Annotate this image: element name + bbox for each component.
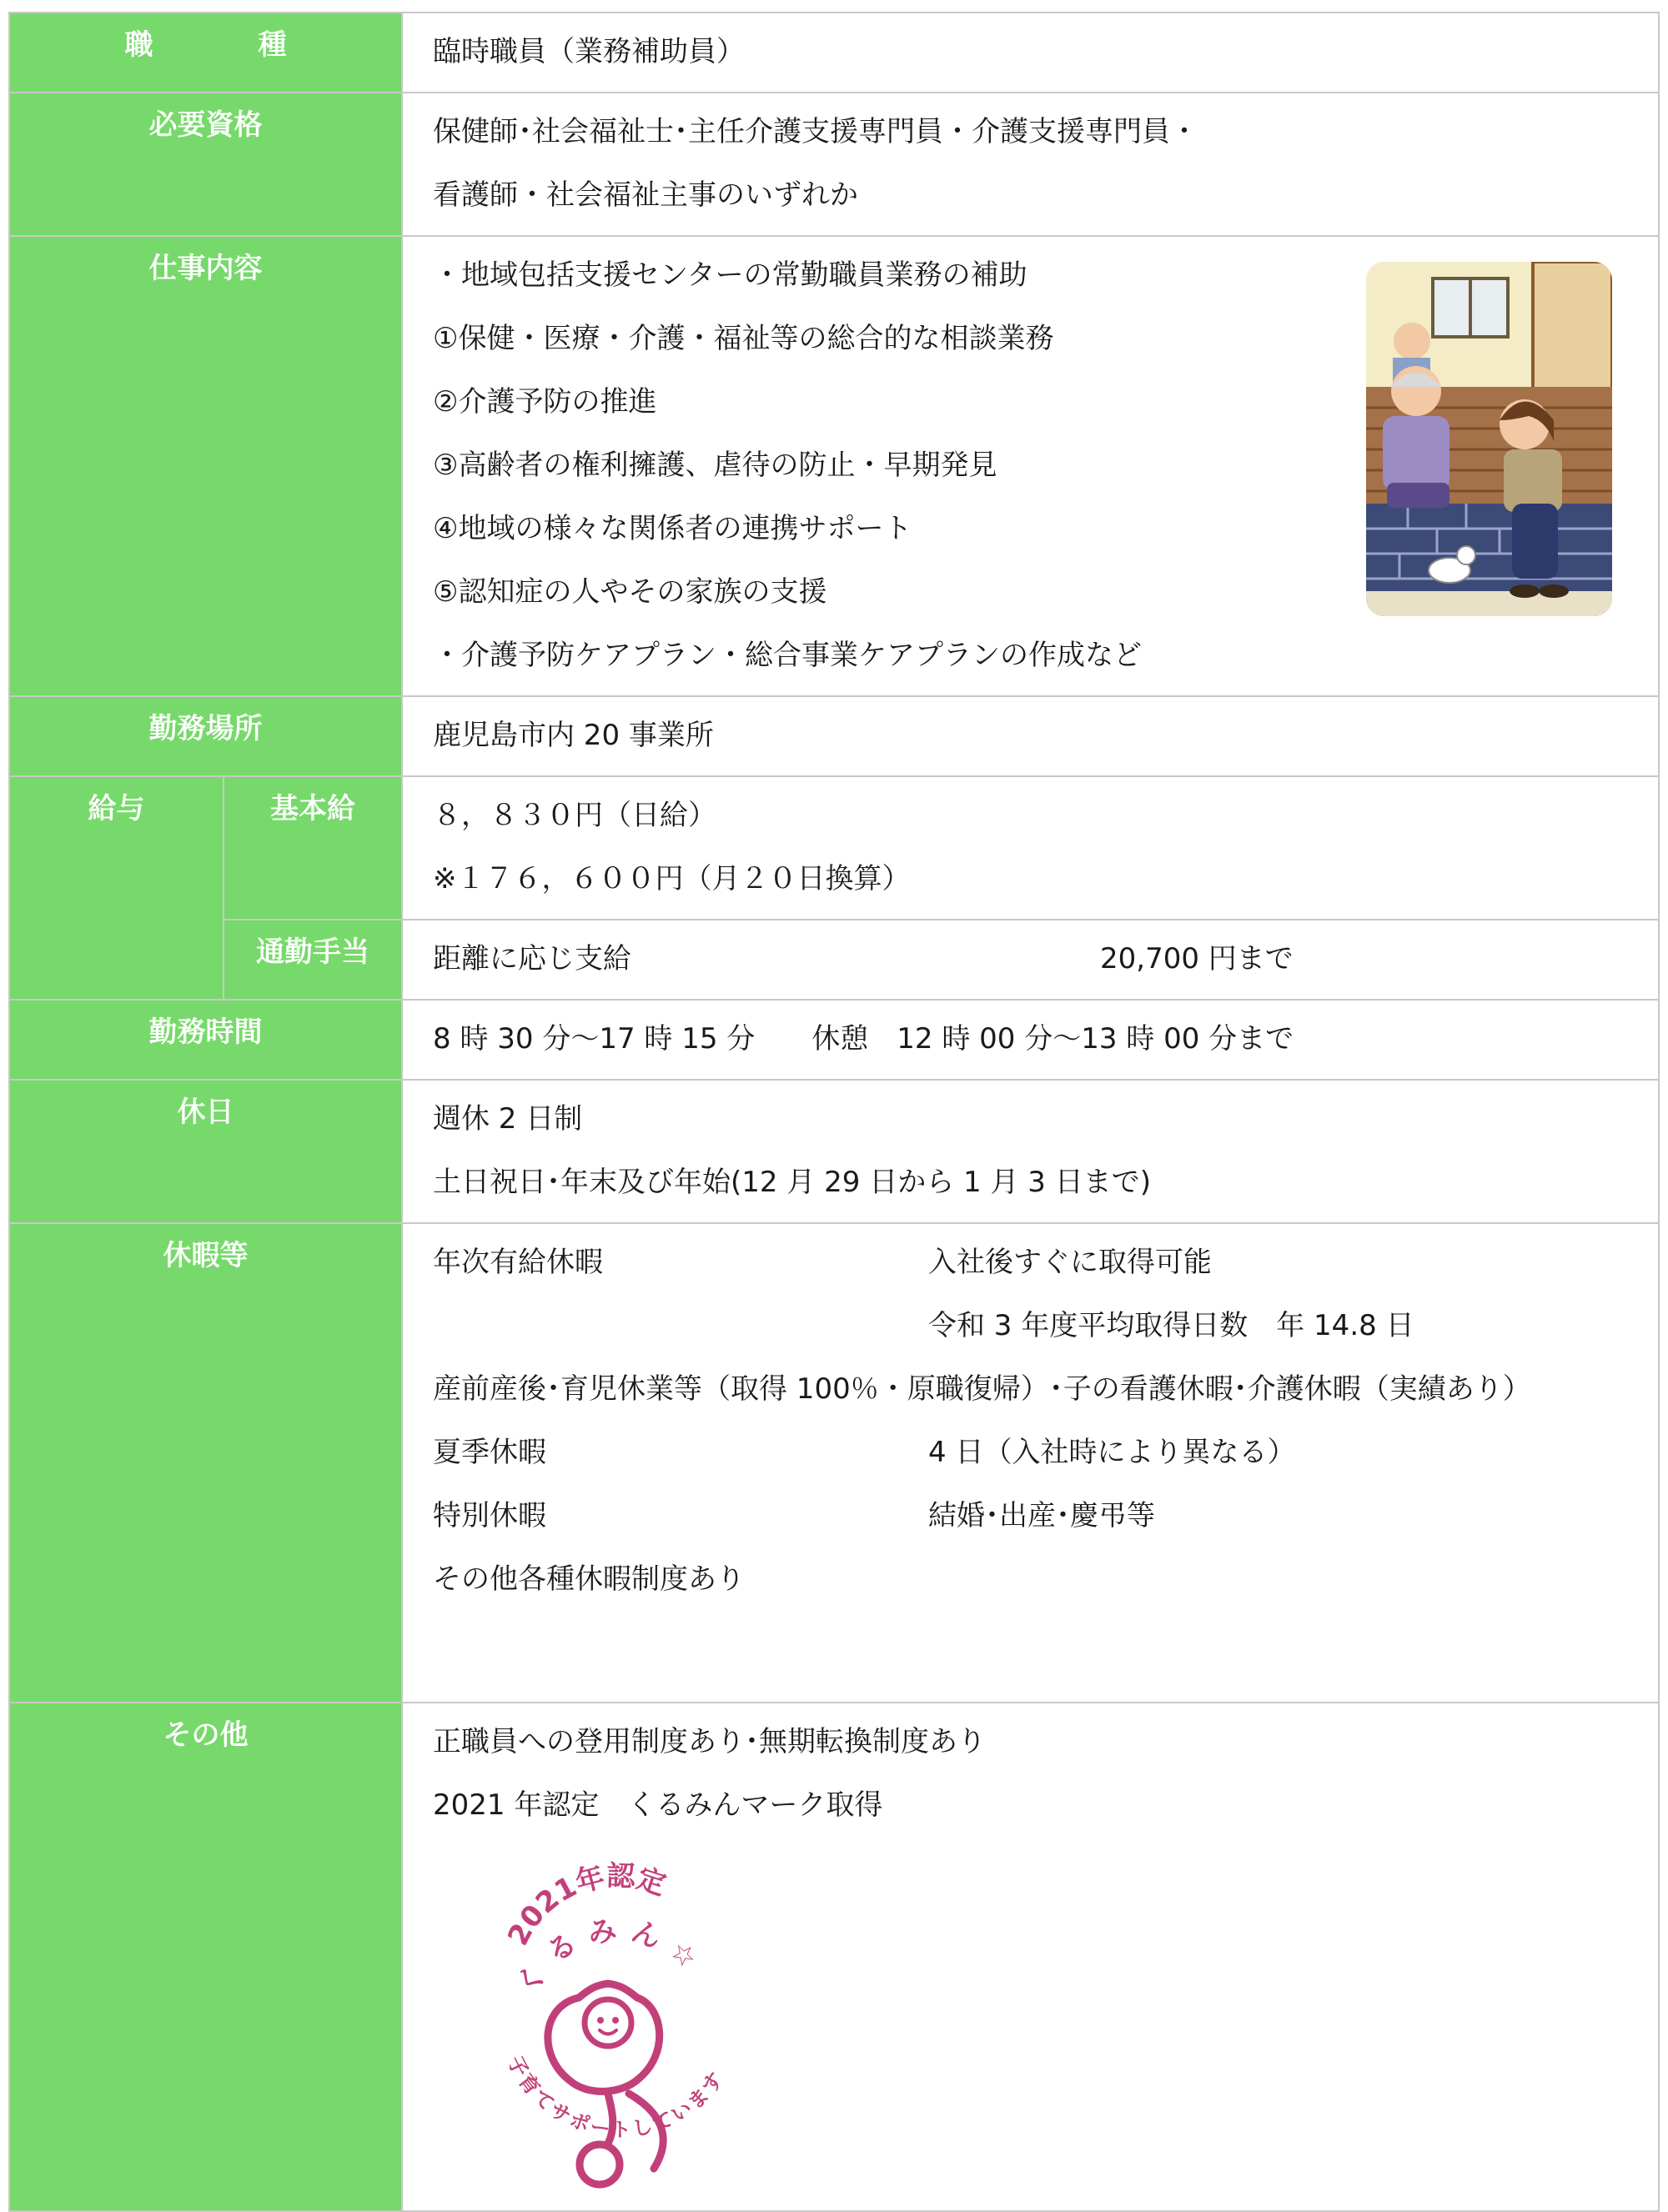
kurumin-mark-logo [479, 1852, 746, 2202]
value-jikan: 8 時 30 分～17 時 15 分 休憩 12 時 00 分～13 時 00 分まで [402, 1000, 1659, 1080]
value-basho: 鹿児島市内 20 事業所 [402, 696, 1659, 776]
value-kyuka [402, 1223, 1659, 1703]
row-kyuka [9, 1223, 1659, 1703]
row-naiyou [9, 236, 1659, 696]
ikuji-line: 産前産後･育児休業等（取得 100％・原職復帰）･子の看護休暇･介護休暇（実績あり） [433, 1372, 1531, 1406]
tsukin-left: 距離に応じ支給 [433, 942, 631, 976]
logo-arc-top: 2021年認定 [501, 1859, 671, 1951]
consultation-illustration [1366, 262, 1612, 616]
row-shikaku [9, 93, 1659, 236]
label-kyuka: 休暇等 [9, 1223, 402, 1703]
value-kyujitsu: 週休 2 日制 土日祝日･年末及び年始(12 月 29 日から 1 月 3 日まで) [402, 1080, 1659, 1223]
nenji-detail2: 令和 3 年度平均取得日数 年 14.8 日 [928, 1309, 1414, 1342]
nenji-detail1: 入社後すぐに取得可能 [928, 1246, 1212, 1279]
row-basho [9, 696, 1659, 776]
row-jikan [9, 1000, 1659, 1080]
tokubetsu-detail: 結婚･出産･慶弔等 [928, 1499, 1155, 1532]
tsukin-right: 20,700 円まで [1100, 942, 1294, 976]
label-shikaku: 必要資格 [9, 93, 402, 236]
logo-arc-bottom: 子育てサポートしています [503, 2052, 730, 2142]
row-kyujitsu [9, 1080, 1659, 1223]
label-jikan: 勤務時間 [9, 1000, 402, 1080]
logo-arc-mid: くるみん☆ [510, 1913, 713, 2001]
label-naiyou: 仕事内容 [9, 236, 402, 696]
value-tsukin [402, 920, 1659, 1000]
kaki-detail: 4 日（入社時により異なる） [928, 1436, 1296, 1469]
label-sonota: その他 [9, 1703, 402, 2211]
other-leave-line: その他各種休暇制度あり [433, 1562, 745, 1596]
value-naiyou: ・地域包括支援センターの常勤職員業務の補助 ①保健・医療・介護・福祉等の総合的な相談業務 ②介護予防の推進 ③高齢者の権利擁護、虐待の防止・早期発見 ④地域の様々な関係者の連携サポート ⑤認知症の人やその家族の支援 ・介護予防ケアプラン・総合事業ケアプランの作成など [402, 236, 1659, 696]
label-kyujitsu: 休日 [9, 1080, 402, 1223]
row-tsukin [9, 920, 1659, 1000]
value-shikaku: 保健師･社会福祉士･主任介護支援専門員・介護支援専門員・ 看護師・社会福祉主事のいずれか [402, 93, 1659, 236]
value-shokushu: 臨時職員（業務補助員） [402, 13, 1659, 93]
kaki-name: 夏季休暇 [433, 1436, 546, 1469]
row-kihonkyu [9, 776, 1659, 920]
nenji-name: 年次有給休暇 [433, 1246, 603, 1279]
label-kihonkyu: 基本給 [224, 776, 402, 920]
value-kihonkyu: ８，８３０円（日給） ※１７６，６００円（月２０日換算） [402, 776, 1659, 920]
label-basho: 勤務場所 [9, 696, 402, 776]
row-sonota [9, 1703, 1659, 2211]
value-sonota: 正職員への登用制度あり･無期転換制度あり 2021 年認定 くるみんマーク取得 2021年認定 くるみん☆ 子育てサポートしています [402, 1703, 1659, 2211]
job-table [8, 12, 1660, 2212]
label-shokushu: 職 種 [9, 13, 402, 93]
row-shokushu [9, 13, 1659, 93]
tokubetsu-name: 特別休暇 [433, 1499, 546, 1532]
label-tsukin: 通勤手当 [224, 920, 402, 1000]
label-kyuyo: 給与 [9, 776, 224, 1000]
